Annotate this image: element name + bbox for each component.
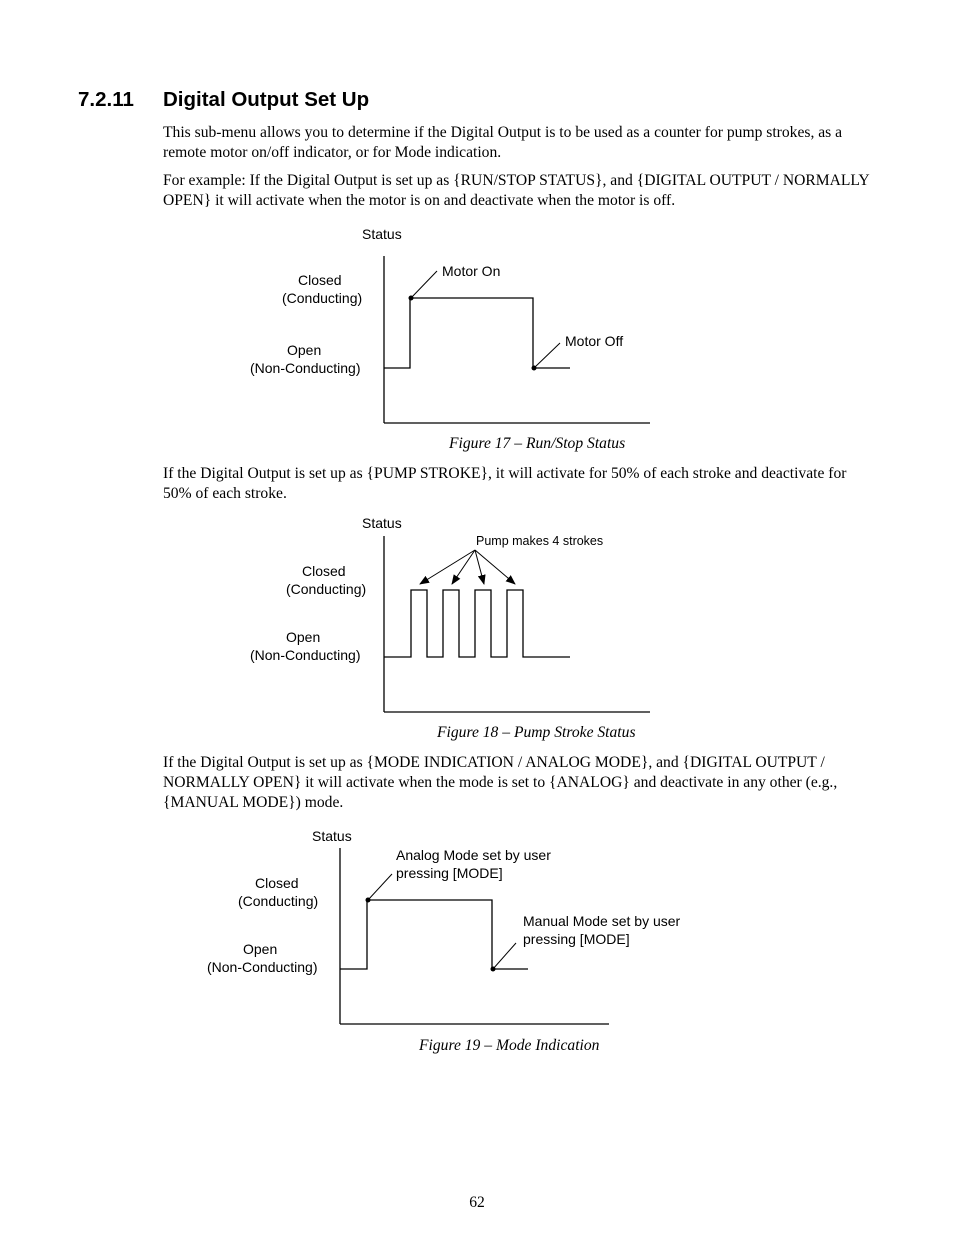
conducting-label: (Conducting)	[238, 893, 319, 909]
signal-waveform	[340, 900, 528, 969]
conducting-label: (Conducting)	[282, 290, 363, 306]
stroke-arrow-3	[475, 550, 484, 584]
figure-17-caption: Figure 17 – Run/Stop Status	[449, 435, 626, 452]
section-title: Digital Output Set Up	[163, 88, 370, 111]
motor-on-leader	[411, 271, 437, 298]
figure-19-caption: Figure 19 – Mode Indication	[419, 1037, 600, 1054]
closed-label: Closed	[302, 563, 346, 579]
analog-mode-leader	[368, 874, 392, 900]
open-label: Open	[286, 629, 321, 645]
paragraph-run-stop: For example: If the Digital Output is set up as {RUN/STOP STATUS}, and {DIGITAL OUTPUT / NORMALLY OPEN} it will activate when the motor is on and deactivate when the motor is off.	[163, 172, 870, 209]
manual-mode-label-line2: pressing [MODE]	[523, 931, 630, 947]
status-axis-label: Status	[312, 828, 352, 844]
manual-mode-label-line1: Manual Mode set by user	[523, 913, 681, 929]
status-axis-label: Status	[362, 226, 402, 242]
paragraph-mode-indication: If the Digital Output is set up as {MODE INDICATION / ANALOG MODE}, and {DIGITAL OUTPUT / NORMALLY OPEN} it will activate when the mode is set to {ANALOG} and deactivate in any other (e.g., {MANUAL MODE}) mode.	[163, 754, 838, 811]
section-heading	[78, 88, 369, 112]
pulse-waveform	[384, 590, 570, 657]
analog-mode-label-line1: Analog Mode set by user	[396, 847, 551, 863]
non-conducting-label: (Non-Conducting)	[207, 959, 318, 975]
signal-waveform	[384, 298, 570, 368]
figure-run-stop-diagram	[0, 220, 954, 435]
stroke-arrow-1	[420, 550, 475, 584]
section-number: 7.2.11	[78, 88, 134, 111]
non-conducting-label: (Non-Conducting)	[250, 360, 361, 376]
figure-18-caption: Figure 18 – Pump Stroke Status	[437, 724, 636, 741]
strokes-annotation: Pump makes 4 strokes	[476, 534, 604, 548]
closed-label: Closed	[255, 875, 299, 891]
non-conducting-label: (Non-Conducting)	[250, 647, 361, 663]
motor-on-label: Motor On	[442, 263, 501, 279]
manual-mode-leader	[493, 943, 516, 969]
stroke-arrow-4	[475, 550, 515, 584]
motor-off-label: Motor Off	[565, 333, 624, 349]
analog-mode-label-line2: pressing [MODE]	[396, 865, 503, 881]
figure-mode-indication-diagram	[0, 822, 954, 1032]
page-number: 62	[469, 1194, 485, 1211]
motor-off-leader	[534, 343, 560, 368]
stroke-arrow-2	[452, 550, 475, 584]
paragraph-pump-stroke: If the Digital Output is set up as {PUMP STROKE}, it will activate for 50% of each stroke and deactivate for 50% of each stroke.	[163, 465, 847, 502]
figure-pump-stroke-diagram	[0, 510, 954, 720]
status-axis-label: Status	[362, 515, 402, 531]
paragraph-intro: This sub-menu allows you to determine if the Digital Output is to be used as a counter for pump strokes, as a remote motor on/off indicator, or for Mode indication.	[163, 124, 843, 161]
open-label: Open	[287, 342, 322, 358]
conducting-label: (Conducting)	[286, 581, 367, 597]
open-label: Open	[243, 941, 278, 957]
closed-label: Closed	[298, 272, 342, 288]
